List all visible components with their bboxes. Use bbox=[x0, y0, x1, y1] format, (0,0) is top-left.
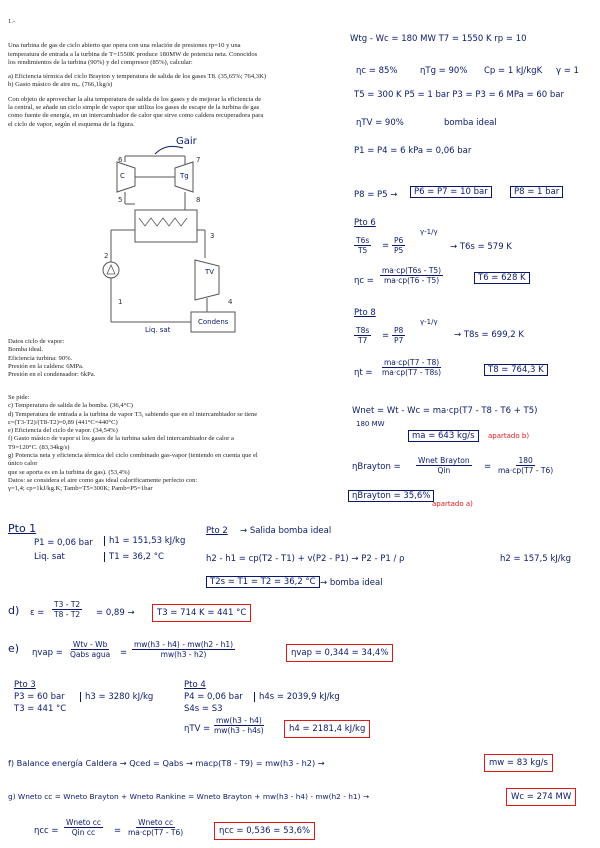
point-3-title: Pto 3 bbox=[14, 680, 36, 690]
eta-brayton-box: ηBrayton = 35,6% bbox=[348, 490, 434, 502]
node-label: 6 bbox=[118, 156, 123, 164]
air-arrow bbox=[155, 146, 183, 154]
point-8-title: Pto 8 bbox=[354, 308, 376, 318]
node-label: 8 bbox=[196, 196, 201, 204]
question-line: Se pide: bbox=[8, 394, 30, 401]
problem-number: 1.- bbox=[8, 18, 16, 25]
question-line: e) Eficiencia del ciclo de vapor. (34,54%) bbox=[8, 427, 118, 435]
note-p8-box: P8 = 1 bar bbox=[510, 186, 563, 198]
t6s-result: → T6s = 579 K bbox=[450, 242, 512, 252]
question-line: Datos: se considera el aire como gas ideal calorificamente perfecto con: bbox=[8, 476, 198, 484]
equals-sign: = bbox=[382, 241, 390, 251]
t6-box: T6 = 628 K bbox=[474, 272, 530, 284]
eta-c-lhs: ηc = bbox=[354, 276, 374, 286]
note-gamma: γ = 1 bbox=[556, 66, 579, 76]
question-line: que se aporta es en la turbina de gas). (53,4%) bbox=[8, 468, 130, 476]
eta-brayton-note: apartado a) bbox=[432, 500, 473, 508]
h3-value: h3 = 3280 kJ/kg bbox=[80, 692, 153, 702]
note-given-3: T5 = 300 K P5 = 1 bar P3 = P3 = 6 MPa = 60 bar bbox=[354, 90, 564, 100]
frac-eta-cc-2: Wneto cc ma·cp(T7 - T6) bbox=[128, 818, 184, 837]
point-6-title: Pto 6 bbox=[354, 218, 376, 228]
ma-note: apartado b) bbox=[488, 432, 530, 440]
t2-box: T2s = T1 = T2 = 36,2 °C bbox=[206, 576, 320, 588]
note-pump: bomba ideal bbox=[444, 118, 497, 128]
note-p8: P8 = P5 → bbox=[354, 190, 398, 200]
frac-eta-t: $\frac{ma\cdot cp(T7 - T8)}{ma\cdot cp(T7 - T8s)}$ bbox=[382, 358, 442, 377]
questions-block bbox=[8, 394, 258, 494]
node-label: 5 bbox=[118, 196, 123, 204]
context-line: la central, se añade un ciclo simple de vapor que utiliza los gases de escape de la turbina de gas bbox=[8, 104, 260, 112]
vapor-data-line: Presión en la caldera: 6MPa. bbox=[8, 362, 84, 370]
note-eta-c: ηc = 85% bbox=[356, 66, 398, 76]
vapor-data-line: Presión en el condensador: 6kPa. bbox=[8, 371, 96, 379]
eta-tv-lhs: ηTV = bbox=[184, 724, 211, 734]
context-line: el ciclo de vapor, según el esquema de la figura. bbox=[8, 120, 135, 128]
question-line: ε=(T3-T2)/(T8-T2)=0,89 (441°C=440°C) bbox=[8, 418, 118, 426]
condenser-label: Condens bbox=[198, 318, 229, 326]
frac-eta-c: $\frac{ma\cdot cp(T6s - T5)}{ma\cdot cp(T6 - T5)}$ bbox=[382, 266, 442, 285]
p1-value: P1 = 0,06 bar bbox=[34, 538, 93, 548]
equals-sign: = bbox=[382, 331, 390, 341]
eta-t-lhs: ηt = bbox=[354, 368, 373, 378]
node-label: 3 bbox=[210, 232, 215, 240]
gamma-exponent-8: γ-1/γ bbox=[420, 318, 438, 326]
question-line: c) Temperatura de salida de la bomba. (36,4°C) bbox=[8, 402, 133, 410]
s4-value: S4s = S3 bbox=[184, 704, 223, 714]
eta-vap-box: ηvap = 0,344 = 34,4% bbox=[286, 644, 393, 662]
frac-epsilon: $\frac{T3 - T2}{T8 - T2}$ bbox=[54, 600, 81, 619]
question-line: f) Gasto másico de vapor si los gases de la turbina salen del intercambiador de calor a bbox=[8, 435, 234, 443]
compressor-label: C bbox=[120, 172, 125, 180]
question-line: T9=120°C. (83,34kg/s) bbox=[8, 443, 70, 451]
equals-sign: = bbox=[120, 648, 128, 658]
h2-result: h2 = 157,5 kJ/kg bbox=[500, 554, 571, 564]
question-line: único calor bbox=[8, 460, 38, 468]
equals-sign: = bbox=[114, 826, 122, 836]
ma-box: ma = 643 kg/s bbox=[408, 430, 479, 442]
question-b: b) Gasto másico de aire mₐ. (766,1kg/s) bbox=[8, 81, 113, 89]
problem-statement bbox=[8, 18, 266, 129]
t3-box: T3 = 714 K = 441 °C bbox=[152, 604, 251, 622]
eta-cc-lhs: ηcc = bbox=[34, 826, 59, 836]
note-eta-tv: ηTV = 90% bbox=[356, 118, 404, 128]
frac-t6s-t5: $\frac{T6s}{T5}$ bbox=[356, 236, 370, 255]
eta-brayton-lhs: ηBrayton = bbox=[352, 462, 401, 472]
question-line: γ=1,4; cp=1kJ/kg.K; Tamb=T5=300K; Pamb=P5=1bar bbox=[8, 485, 153, 493]
part-e-eta: ηvap = bbox=[32, 648, 63, 658]
frac-eta-vap-2: $\frac{mw(h3 - h4) - mw(h2 - h1)}{mw(h3 - h2)}$ bbox=[134, 640, 234, 659]
frac-eta-brayton: Wnet Brayton Qin bbox=[418, 456, 470, 475]
h2-equation: h2 - h1 = cp(T2 - T1) + v(P2 - P1) → P2 - P1 / ρ bbox=[206, 554, 405, 564]
part-e-label: e) bbox=[8, 642, 20, 655]
part-g-line: g) Wneto cc = Wneto Brayton + Wneto Rankine = Wneto Brayton + mw(h3 - h4) - mw(h2 - h1) → bbox=[8, 792, 370, 801]
note-given-1: Wtg - Wc = 180 MW T7 = 1550 K rp = 10 bbox=[350, 34, 527, 44]
frac-eta-vap: Wtv - Wb Qabs agua bbox=[70, 640, 111, 659]
h1-value: h1 = 151,53 kJ/kg bbox=[104, 536, 185, 546]
context-line: Con objeto de aprovechar la alta temperatura de salida de los gases y de mejorar la eficiencia de bbox=[8, 95, 262, 103]
context-line: como fuente de energía, en un intercambiador de calor que sirve como caldera recuperadora para bbox=[8, 112, 264, 120]
t3-value: T3 = 441 °C bbox=[14, 704, 67, 714]
frac-eta-brayton-2: $\frac{180}{ma\cdot cp(T7 - T6)}$ bbox=[498, 456, 554, 475]
note-cp: Cp = 1 kJ/kgK bbox=[484, 66, 543, 76]
intro-line: temperatura de entrada a la turbina de T=1550K produce 180MW de potencia neta. Conocidos bbox=[8, 50, 258, 58]
h4s-value: h4s = 2039,9 kJ/kg bbox=[254, 692, 340, 702]
vapor-data-block bbox=[8, 338, 95, 379]
eta-cc-box: ηcc = 0,536 = 53,6% bbox=[214, 822, 315, 840]
heat-exchanger-shape bbox=[135, 210, 197, 242]
note-p1-p4: P1 = P4 = 6 kPa = 0,06 bar bbox=[354, 146, 472, 156]
part-d-label: d) bbox=[8, 604, 20, 617]
mw-box: mw = 83 kg/s bbox=[484, 754, 553, 772]
t8s-result: → T8s = 699,2 K bbox=[454, 330, 524, 340]
question-line: d) Temperatura de entrada a la turbina de vapor T3, sabiendo que en el intercambiador se tiene bbox=[8, 410, 258, 418]
point-1-title: Pto 1 bbox=[8, 522, 37, 535]
vapor-data-line: Bomba ideal. bbox=[8, 346, 44, 354]
frac-eta-tv: $\frac{mw(h3 - h4)}{mw(h3 - h4s)}$ bbox=[214, 716, 264, 735]
vapor-data-line: Datos ciclo de vapor: bbox=[8, 338, 65, 345]
node-label: 7 bbox=[196, 156, 201, 164]
frac-p8-p7: $\frac{P8}{P7}$ bbox=[394, 326, 404, 345]
equals-sign: = bbox=[484, 462, 492, 472]
gamma-exponent: γ-1/γ bbox=[420, 228, 438, 236]
liquid-label: Liq. sat bbox=[145, 326, 171, 334]
intro-line: los rendimientos de la turbina (90%) y del compresor (85%), calcular: bbox=[8, 58, 193, 66]
cycle-schematic bbox=[95, 134, 255, 344]
gas-turbine-label: Tg bbox=[180, 172, 189, 180]
point-2-title: Pto 2 bbox=[206, 526, 228, 536]
air-label: Gair bbox=[176, 136, 197, 147]
wnet-equation: Wnet = Wt - Wc = ma·cp(T7 - T8 - T6 + T5) bbox=[352, 406, 538, 416]
point-4-title: Pto 4 bbox=[184, 680, 206, 690]
part-d-result: = 0,89 → bbox=[96, 608, 135, 618]
frac-eta-cc: Wneto cc Qin cc bbox=[66, 818, 101, 837]
vapor-turbine-shape bbox=[195, 260, 219, 300]
frac-t8s-t7: $\frac{T8s}{T7}$ bbox=[356, 326, 370, 345]
p4-value: P4 = 0,06 bar bbox=[184, 692, 243, 702]
note-p6-p7-box: P6 = P7 = 10 bar bbox=[410, 186, 492, 198]
question-line: g) Potencia neta y eficiencia térmica del ciclo combinado gas-vapor (teniendo en cuenta que el bbox=[8, 452, 258, 460]
t2-note: → bomba ideal bbox=[320, 578, 383, 588]
h4-box: h4 = 2181,4 kJ/kg bbox=[284, 720, 370, 738]
vapor-data-line: Eficiencia turbina: 90%. bbox=[8, 354, 73, 362]
wc-box: Wc = 274 MW bbox=[506, 788, 576, 806]
frac-p6-p5: $\frac{P6}{P5}$ bbox=[394, 236, 404, 255]
node-label: 4 bbox=[228, 298, 233, 306]
p3-value: P3 = 60 bar bbox=[14, 692, 65, 702]
part-f-line: f) Balance energía Caldera → Qced = Qabs → macp(T8 - T9) = mw(h3 - h2) → bbox=[8, 758, 325, 768]
wnet-value: 180 MW bbox=[356, 420, 385, 428]
intro-line: Una turbina de gas de ciclo abierto que opera con una relación de presiones rp=10 y una bbox=[8, 42, 241, 50]
vapor-turbine-label: TV bbox=[205, 268, 215, 276]
liq-sat: Liq. sat bbox=[34, 552, 65, 562]
node-label: 1 bbox=[118, 298, 123, 306]
part-d-eps: ε = bbox=[30, 608, 45, 618]
note-eta-tg: ηTg = 90% bbox=[420, 66, 468, 76]
t8-box: T8 = 764,3 K bbox=[484, 364, 548, 376]
point-2-note: → Salida bomba ideal bbox=[240, 526, 332, 536]
question-a: a) Eficiencia térmica del ciclo Brayton y temperatura de salida de los gases T8. (35,65%; 764,3K) bbox=[8, 73, 267, 81]
t1-value: T1 = 36,2 °C bbox=[104, 552, 164, 562]
node-label: 2 bbox=[104, 252, 109, 260]
